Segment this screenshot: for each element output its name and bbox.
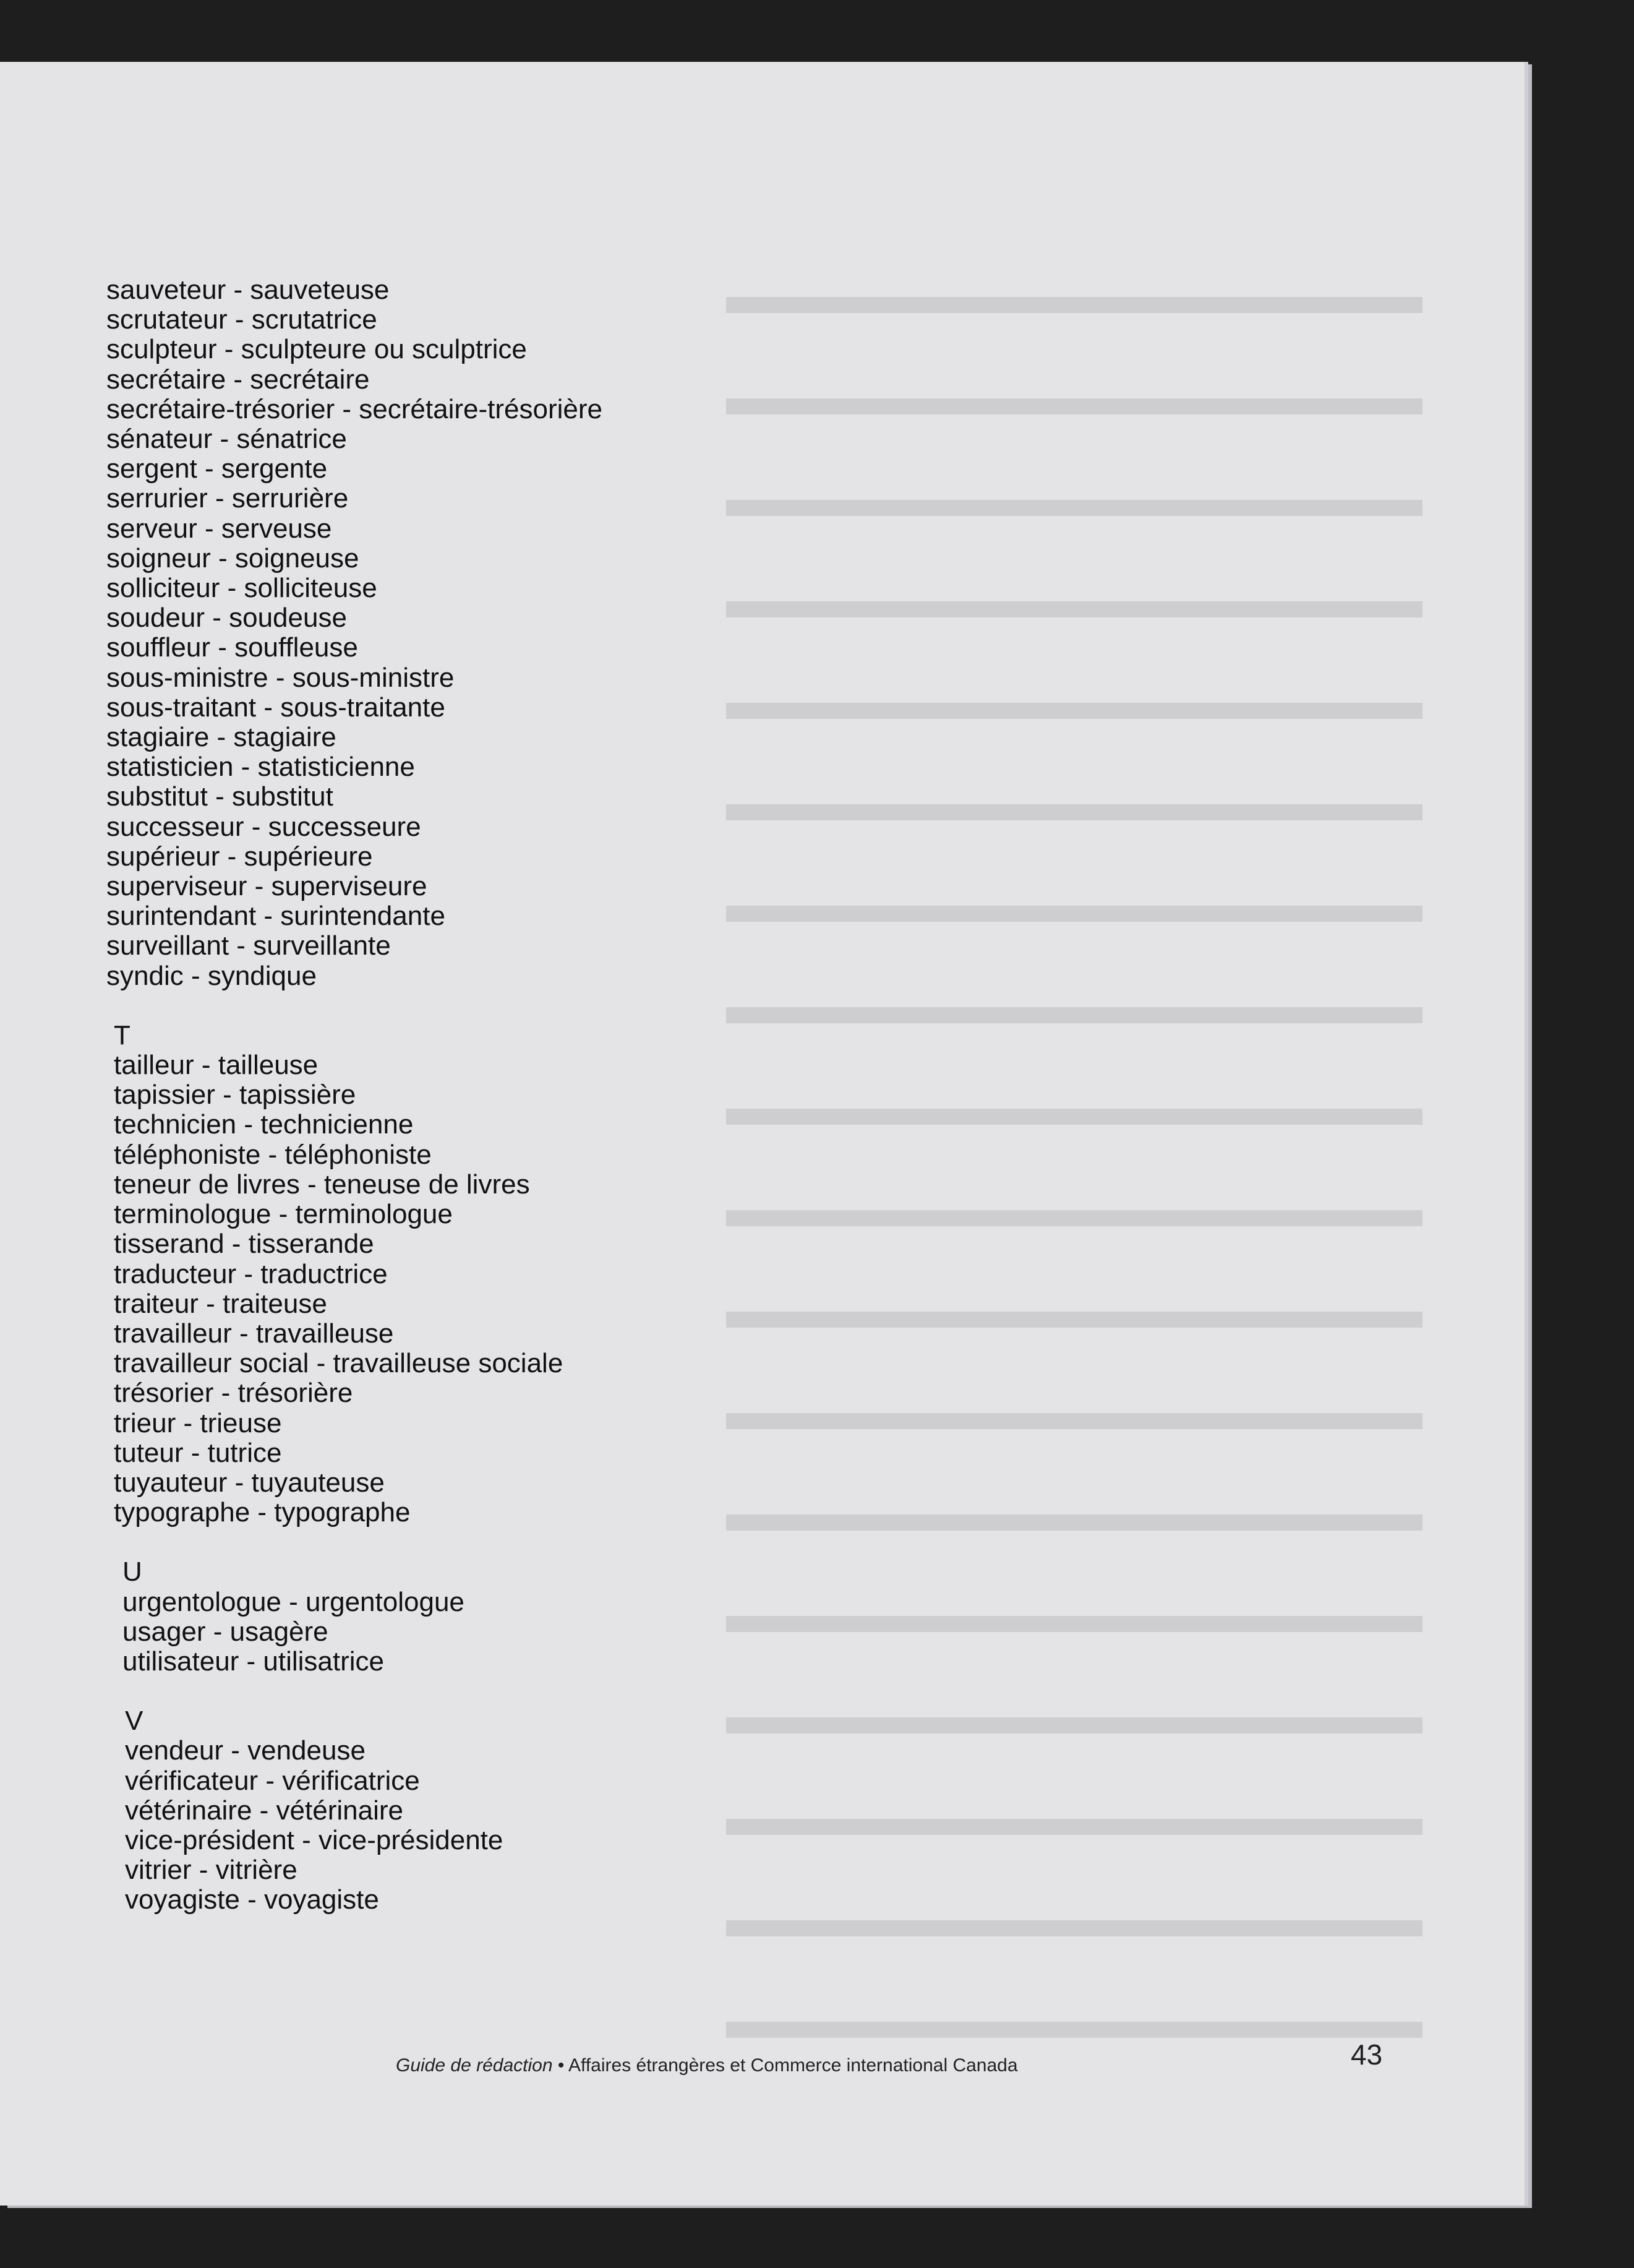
list-item: tapissier - tapissière [114, 1080, 356, 1110]
list-item: trésorier - trésorière [114, 1378, 353, 1409]
list-item: sergent - sergente [106, 453, 328, 484]
list-item: vérificateur - vérificatrice [125, 1765, 420, 1796]
list-item: sauveteur - sauveteuse [106, 275, 390, 305]
list-item: terminologue - terminologue [114, 1199, 453, 1230]
list-item: voyagiste - voyagiste [125, 1884, 379, 1915]
list-item: secrétaire-trésorier - secrétaire-trésorière [106, 393, 602, 424]
list-item: tisserand - tisserande [114, 1229, 374, 1260]
list-item: vendeur - vendeuse [125, 1735, 366, 1766]
list-item: urgentologue - urgentologue [122, 1586, 464, 1617]
footer-title: Guide de rédaction [396, 2055, 553, 2076]
list-item: substitut - substitut [106, 781, 333, 812]
list-item: successeur - successeure [106, 811, 421, 842]
section-heading-v: V [125, 1706, 143, 1737]
list-item: traiteur - traiteuse [114, 1288, 327, 1319]
list-item: vitrier - vitrière [125, 1855, 297, 1886]
list-item: stagiaire - stagiaire [106, 722, 336, 753]
list-item: tuteur - tutrice [114, 1437, 282, 1468]
list-item: téléphoniste - téléphoniste [114, 1139, 432, 1170]
page-footer [396, 2055, 1018, 2076]
page-number: 43 [1351, 2038, 1383, 2071]
list-item: typographe - typographe [114, 1497, 411, 1528]
list-item: soudeur - soudeuse [106, 603, 347, 634]
section-heading-u: U [122, 1557, 142, 1587]
list-item: sous-traitant - sous-traitante [106, 692, 445, 723]
list-item: tuyauteur - tuyauteuse [114, 1467, 385, 1498]
list-item: solliciteur - solliciteuse [106, 573, 377, 604]
term-list [106, 275, 602, 1915]
section-s [106, 275, 602, 991]
list-item: scrutateur - scrutatrice [106, 304, 377, 335]
list-item: secrétaire - secrétaire [106, 364, 370, 395]
list-item: superviseur - superviseure [106, 871, 427, 902]
list-item: soigneur - soigneuse [106, 543, 359, 573]
list-item: syndic - syndique [106, 960, 317, 991]
list-item: surintendant - surintendante [106, 901, 445, 932]
list-item: travailleur social - travailleuse sociale [114, 1348, 563, 1379]
list-item: utilisateur - utilisatrice [122, 1646, 385, 1677]
list-item: surveillant - surveillante [106, 930, 391, 961]
list-item: traducteur - traductrice [114, 1258, 388, 1289]
list-item: souffleur - souffleuse [106, 632, 358, 663]
section-v [106, 1706, 602, 1915]
list-item: serrurier - serrurière [106, 483, 349, 514]
list-item: technicien - technicienne [114, 1109, 414, 1140]
list-item: teneur de livres - teneuse de livres [114, 1169, 530, 1200]
list-item: sculpteur - sculpteure ou sculptrice [106, 334, 527, 365]
list-item: supérieur - supérieure [106, 841, 373, 872]
list-item: serveur - serveuse [106, 513, 332, 544]
section-heading-t: T [114, 1020, 130, 1050]
list-item: vice-président - vice-présidente [125, 1824, 503, 1855]
section-t [106, 1021, 602, 1527]
list-item: sous-ministre - sous-ministre [106, 662, 455, 693]
footer-publisher: • Affaires étrangères et Commerce international Canada [552, 2055, 1018, 2076]
list-item: sénateur - sénatrice [106, 424, 347, 455]
list-item: usager - usagère [122, 1616, 328, 1647]
list-item: trieur - trieuse [114, 1407, 282, 1438]
section-u [106, 1557, 602, 1677]
list-item: vétérinaire - vétérinaire [125, 1795, 403, 1826]
list-item: travailleur - travailleuse [114, 1318, 394, 1349]
list-item: tailleur - tailleuse [114, 1050, 319, 1081]
bleed-through-text [631, 266, 1422, 2060]
list-item: statisticien - statisticienne [106, 752, 415, 783]
